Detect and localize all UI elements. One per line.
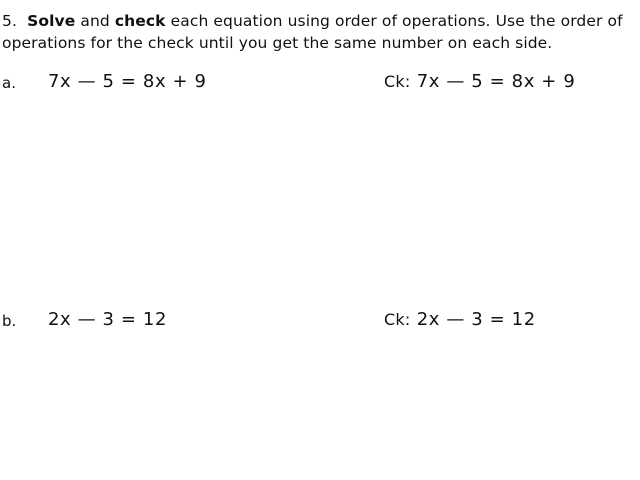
part-b-check-label: Ck: <box>384 310 411 329</box>
problem-instructions <box>2 10 640 54</box>
instructions-line-2: operations for the check until you get the same number on each side. <box>2 34 553 52</box>
part-a-check <box>384 71 575 92</box>
part-a-label: a. <box>2 74 16 92</box>
part-b-check-equation: 2x — 3 = 12 <box>410 309 536 330</box>
bold-solve: Solve <box>27 12 76 30</box>
problem-number: 5. <box>2 12 17 30</box>
instructions-line-1-rest: each equation using order of operations. Use the order of <box>165 12 623 30</box>
part-b-equation: 2x — 3 = 12 <box>48 309 168 330</box>
part-a-check-equation: 7x — 5 = 8x + 9 <box>410 71 576 92</box>
part-b-check <box>384 309 536 330</box>
part-a-equation: 7x — 5 = 8x + 9 <box>48 71 207 92</box>
part-a-check-label: Ck: <box>384 72 411 91</box>
text-and: and <box>75 12 115 30</box>
part-b-label: b. <box>2 312 17 330</box>
instructions-line-1 <box>2 10 640 32</box>
bold-check: check <box>114 12 166 30</box>
